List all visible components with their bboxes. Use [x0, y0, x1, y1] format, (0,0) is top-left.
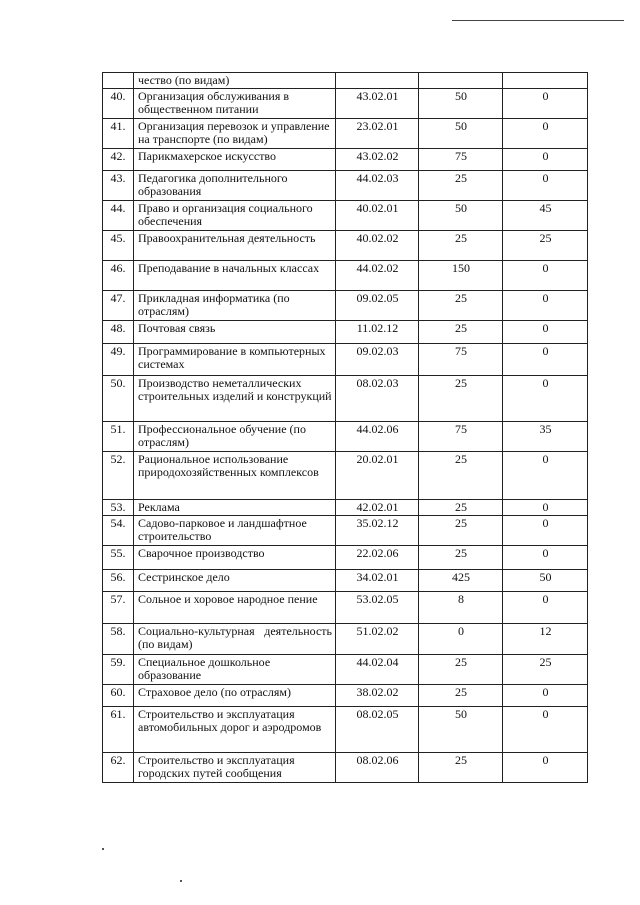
table-row: [103, 89, 588, 119]
specialty-name: Строительство и эксплуатация автомобильных дорог и аэродромов: [134, 707, 336, 753]
table-row: [103, 344, 588, 376]
table-row: [103, 201, 588, 231]
row-number: 62.: [103, 753, 134, 783]
value-column-1: 425: [419, 570, 503, 592]
row-number: 46.: [103, 261, 134, 291]
value-column-1: 25: [419, 321, 503, 344]
specialty-code: 43.02.02: [336, 149, 419, 171]
value-column-1: 50: [419, 707, 503, 753]
specialty-name: Сварочное производство: [134, 546, 336, 570]
value-column-2: 0: [503, 89, 588, 119]
table-row: [103, 231, 588, 261]
value-column-2: 0: [503, 291, 588, 321]
specialty-code: 51.02.02: [336, 624, 419, 655]
row-number: 44.: [103, 201, 134, 231]
value-column-1: 0: [419, 624, 503, 655]
value-column-1: 25: [419, 500, 503, 516]
value-column-2: 0: [503, 546, 588, 570]
value-column-2: 0: [503, 344, 588, 376]
value-column-1: 25: [419, 546, 503, 570]
value-column-2: 50: [503, 570, 588, 592]
specialty-code: 08.02.05: [336, 707, 419, 753]
table-row: [103, 707, 588, 753]
value-column-2: 0: [503, 500, 588, 516]
row-number: 41.: [103, 119, 134, 149]
specialties-table-container: [102, 72, 587, 783]
specialty-code: 08.02.03: [336, 376, 419, 422]
specialty-code: 44.02.04: [336, 655, 419, 685]
specialty-code: 35.02.12: [336, 516, 419, 546]
value-column-1: 25: [419, 231, 503, 261]
value-column-1: 8: [419, 592, 503, 624]
value-column-2: 0: [503, 119, 588, 149]
value-column-1: 50: [419, 201, 503, 231]
value-column-2: 25: [503, 655, 588, 685]
table-row: [103, 291, 588, 321]
table-row: [103, 685, 588, 707]
value-column-1: 25: [419, 753, 503, 783]
scan-speck: [102, 848, 104, 850]
row-number: 43.: [103, 171, 134, 201]
row-number: 60.: [103, 685, 134, 707]
value-column-1: [419, 73, 503, 89]
specialty-code: 44.02.03: [336, 171, 419, 201]
specialty-name: Почтовая связь: [134, 321, 336, 344]
table-row: [103, 422, 588, 452]
table-row: [103, 376, 588, 422]
specialty-code: 44.02.06: [336, 422, 419, 452]
row-number: 45.: [103, 231, 134, 261]
table-row: [103, 149, 588, 171]
specialty-name: Преподавание в начальных классах: [134, 261, 336, 291]
specialty-name: Рациональное использование природохозяйственных комплексов: [134, 452, 336, 500]
table-row: [103, 570, 588, 592]
table-row: [103, 655, 588, 685]
specialty-name: Прикладная информатика (по отраслям): [134, 291, 336, 321]
specialty-code: 44.02.02: [336, 261, 419, 291]
table-body: [103, 73, 588, 783]
table-row: [103, 500, 588, 516]
value-column-2: 0: [503, 321, 588, 344]
value-column-2: 0: [503, 261, 588, 291]
row-number: 57.: [103, 592, 134, 624]
specialty-code: 11.02.12: [336, 321, 419, 344]
specialty-name: Парикмахерское искусство: [134, 149, 336, 171]
table-row: [103, 516, 588, 546]
specialty-code: 22.02.06: [336, 546, 419, 570]
row-number: 59.: [103, 655, 134, 685]
specialty-code: 43.02.01: [336, 89, 419, 119]
value-column-1: 25: [419, 452, 503, 500]
scan-speck: [180, 880, 182, 882]
specialty-name: Профессиональное обучение (по отраслям): [134, 422, 336, 452]
specialty-code: 38.02.02: [336, 685, 419, 707]
specialty-name: Организация обслуживания в общественном питании: [134, 89, 336, 119]
table-row: [103, 73, 588, 89]
header-rule: [452, 20, 624, 21]
row-number: 40.: [103, 89, 134, 119]
row-number: 54.: [103, 516, 134, 546]
specialty-name: Садово-парковое и ландшафтное строительство: [134, 516, 336, 546]
specialty-name: чество (по видам): [134, 73, 336, 89]
row-number: 42.: [103, 149, 134, 171]
specialties-table: [102, 72, 588, 783]
table-row: [103, 119, 588, 149]
value-column-1: 25: [419, 291, 503, 321]
table-row: [103, 592, 588, 624]
specialty-name: Специальное дошкольное образование: [134, 655, 336, 685]
value-column-2: 0: [503, 685, 588, 707]
specialty-name: Право и организация социального обеспечения: [134, 201, 336, 231]
row-number: 47.: [103, 291, 134, 321]
table-row: [103, 452, 588, 500]
row-number: 58.: [103, 624, 134, 655]
row-number: 51.: [103, 422, 134, 452]
specialty-name: Организация перевозок и управление на транспорте (по видам): [134, 119, 336, 149]
specialty-code: 40.02.01: [336, 201, 419, 231]
specialty-code: 23.02.01: [336, 119, 419, 149]
specialty-name: Строительство и эксплуатация городских путей сообщения: [134, 753, 336, 783]
specialty-name: Сестринское дело: [134, 570, 336, 592]
value-column-1: 25: [419, 655, 503, 685]
value-column-2: 0: [503, 516, 588, 546]
specialty-name: Социально-культурная деятельность (по видам): [134, 624, 336, 655]
row-number: 49.: [103, 344, 134, 376]
value-column-2: 0: [503, 452, 588, 500]
value-column-2: 0: [503, 753, 588, 783]
row-number: 61.: [103, 707, 134, 753]
specialty-name: Сольное и хоровое народное пение: [134, 592, 336, 624]
row-number: [103, 73, 134, 89]
value-column-2: 0: [503, 149, 588, 171]
row-number: 53.: [103, 500, 134, 516]
value-column-1: 75: [419, 149, 503, 171]
table-row: [103, 261, 588, 291]
row-number: 55.: [103, 546, 134, 570]
value-column-2: 0: [503, 171, 588, 201]
specialty-code: 40.02.02: [336, 231, 419, 261]
value-column-1: 50: [419, 89, 503, 119]
table-row: [103, 321, 588, 344]
value-column-2: 45: [503, 201, 588, 231]
row-number: 48.: [103, 321, 134, 344]
value-column-1: 25: [419, 376, 503, 422]
specialty-code: 09.02.03: [336, 344, 419, 376]
value-column-1: 25: [419, 516, 503, 546]
value-column-2: 12: [503, 624, 588, 655]
value-column-2: 25: [503, 231, 588, 261]
specialty-code: 42.02.01: [336, 500, 419, 516]
value-column-1: 50: [419, 119, 503, 149]
specialty-code: [336, 73, 419, 89]
specialty-code: 08.02.06: [336, 753, 419, 783]
value-column-1: 75: [419, 422, 503, 452]
specialty-name: Программирование в компьютерных системах: [134, 344, 336, 376]
specialty-code: 53.02.05: [336, 592, 419, 624]
specialty-code: 09.02.05: [336, 291, 419, 321]
value-column-1: 25: [419, 685, 503, 707]
table-row: [103, 624, 588, 655]
row-number: 50.: [103, 376, 134, 422]
value-column-2: [503, 73, 588, 89]
table-row: [103, 546, 588, 570]
value-column-2: 0: [503, 707, 588, 753]
value-column-1: 75: [419, 344, 503, 376]
value-column-1: 150: [419, 261, 503, 291]
value-column-2: 35: [503, 422, 588, 452]
row-number: 52.: [103, 452, 134, 500]
table-row: [103, 171, 588, 201]
specialty-name: Педагогика дополнительного образования: [134, 171, 336, 201]
specialty-code: 20.02.01: [336, 452, 419, 500]
specialty-name: Страховое дело (по отраслям): [134, 685, 336, 707]
specialty-name: Правоохранительная деятельность: [134, 231, 336, 261]
row-number: 56.: [103, 570, 134, 592]
specialty-code: 34.02.01: [336, 570, 419, 592]
table-row: [103, 753, 588, 783]
value-column-2: 0: [503, 592, 588, 624]
value-column-2: 0: [503, 376, 588, 422]
value-column-1: 25: [419, 171, 503, 201]
specialty-name: Производство неметаллических строительных изделий и конструкций: [134, 376, 336, 422]
specialty-name: Реклама: [134, 500, 336, 516]
